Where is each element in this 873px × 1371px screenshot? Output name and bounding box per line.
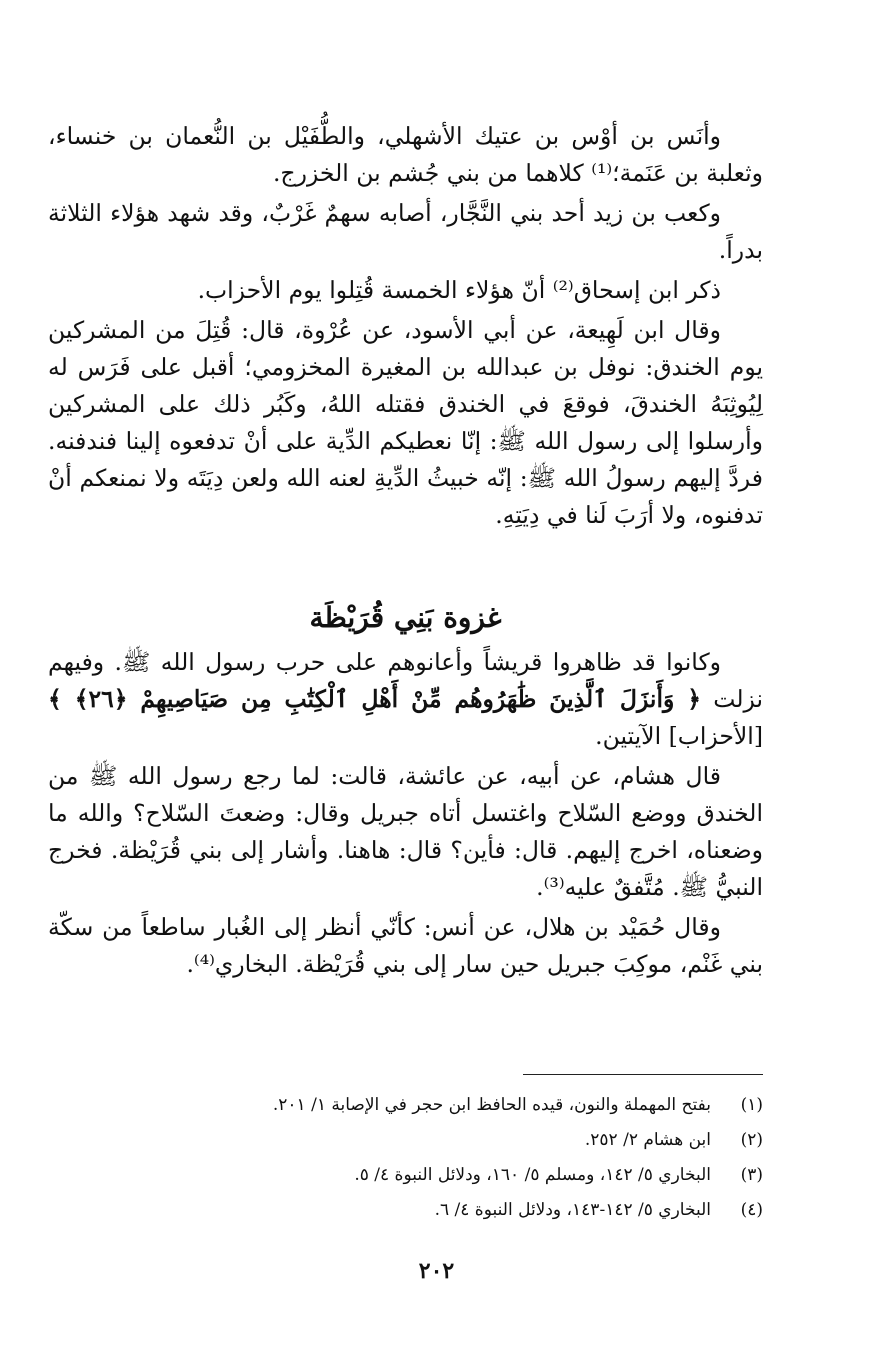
- intro-text: وكانوا قد ظاهروا قريشاً وأعانوهم على حرب رسول الله ﷺ. وفيهم نزلت: [48, 648, 763, 713]
- quran-verse: ﴿ وَأَنزَلَ ٱلَّذِينَ ظَٰهَرُوهُم مِّنْ أَهْلِ ٱلْكِتَٰبِ مِن صَيَاصِيهِمْ ﴿٢٦﴾ ﴾: [48, 685, 702, 713]
- footnote-divider: [523, 1074, 763, 1075]
- body-paragraph: قال هشام، عن أبيه، عن عائشة، قالت: لما رجع رسول الله ﷺ من الخندق ووضع السّلاح واغتسل أتاه جبريل وقال: وضعتَ السّلاح؟ والله ما وضعناه، اخرج إليهم. قال: فأين؟ قال: هاهنا. وأشار إلى بني قُرَيْظة. فخرج النبيُّ ﷺ. مُتَّفقٌ عليه⁽³⁾.: [48, 762, 763, 901]
- footnote: [43, 1088, 763, 1123]
- body-paragraph: وأنَس بن أوْس بن عتيك الأشهلي، والطُّفَيْل بن النُّعمان بن خنساء، وثعلبة بن عَنَمة؛⁽¹⁾ كلاهما من بني جُشم بن الخزرج.: [48, 122, 763, 187]
- footnote-number: (٣): [740, 1165, 763, 1185]
- section-heading: غزوة بَنِي قُرَيْظَة: [309, 601, 502, 634]
- footnote: [43, 1158, 763, 1193]
- section-intro-paragraph: [48, 644, 763, 755]
- body-paragraph: ذكر ابن إسحاق⁽²⁾ أنّ هؤلاء الخمسة قُتِلوا يوم الأحزاب.: [197, 276, 721, 304]
- footnote-number: (٢): [740, 1130, 763, 1150]
- intro-text-end: [الأحزاب] الآيتين.: [595, 722, 763, 750]
- footnote-number: (٤): [740, 1200, 763, 1220]
- body-paragraph: وكعب بن زيد أحد بني النَّجَّار، أصابه سهمٌ غَرْبٌ، وقد شهد هؤلاء الثلاثة بدراً.: [48, 199, 763, 264]
- page-number: ٢٠٢: [418, 1258, 455, 1284]
- footnote-text: البخاري ٥/ ١٤٢، ومسلم ٥/ ١٦٠، ودلائل النبوة ٤/ ٥.: [354, 1165, 711, 1185]
- footnote-text: ابن هشام ٢/ ٢٥٢.: [584, 1130, 711, 1150]
- body-paragraph: وقال حُمَيْد بن هلال، عن أنس: كأنّي أنظر إلى الغُبار ساطعاً من سكّة بني غَنْم، موكِبَ جبريل حين سار إلى بني قُرَيْظة. البخاري⁽⁴⁾.: [48, 913, 763, 978]
- footnotes: [43, 1088, 763, 1228]
- footnote-number: (١): [740, 1095, 763, 1115]
- footnote: [43, 1193, 763, 1228]
- footnote-text: البخاري ٥/ ١٤٢-١٤٣، ودلائل النبوة ٤/ ٦.: [434, 1200, 711, 1220]
- footnote-text: بفتح المهملة والنون، قيده الحافظ ابن حجر في الإصابة ١/ ٢٠١.: [272, 1095, 711, 1115]
- footnote: [43, 1123, 763, 1158]
- body-paragraph: وقال ابن لَهِيعة، عن أبي الأسود، عن عُرْوة، قال: قُتِلَ من المشركين يوم الخندق: نوفل بن عبدالله بن المغيرة المخزومي؛ أقبل على فَرَس له لِيُوثِبَهُ الخندقَ، فوقعَ في الخندق فقتله اللهُ، وكَبُر ذلك على المشركين وأرسلوا إلى رسول الله ﷺ: إنّا نعطيكم الدِّية على أنْ تدفعوه إلينا فندفنه. فردَّ إليهم رسولُ الله ﷺ: إنّه خبيثُ الدِّيةِ لعنه الله ولعن دِيَتَه ولا نمنعكم أنْ تدفنوه، ولا أرَبَ لَنا في دِيَتِهِ.: [48, 316, 763, 529]
